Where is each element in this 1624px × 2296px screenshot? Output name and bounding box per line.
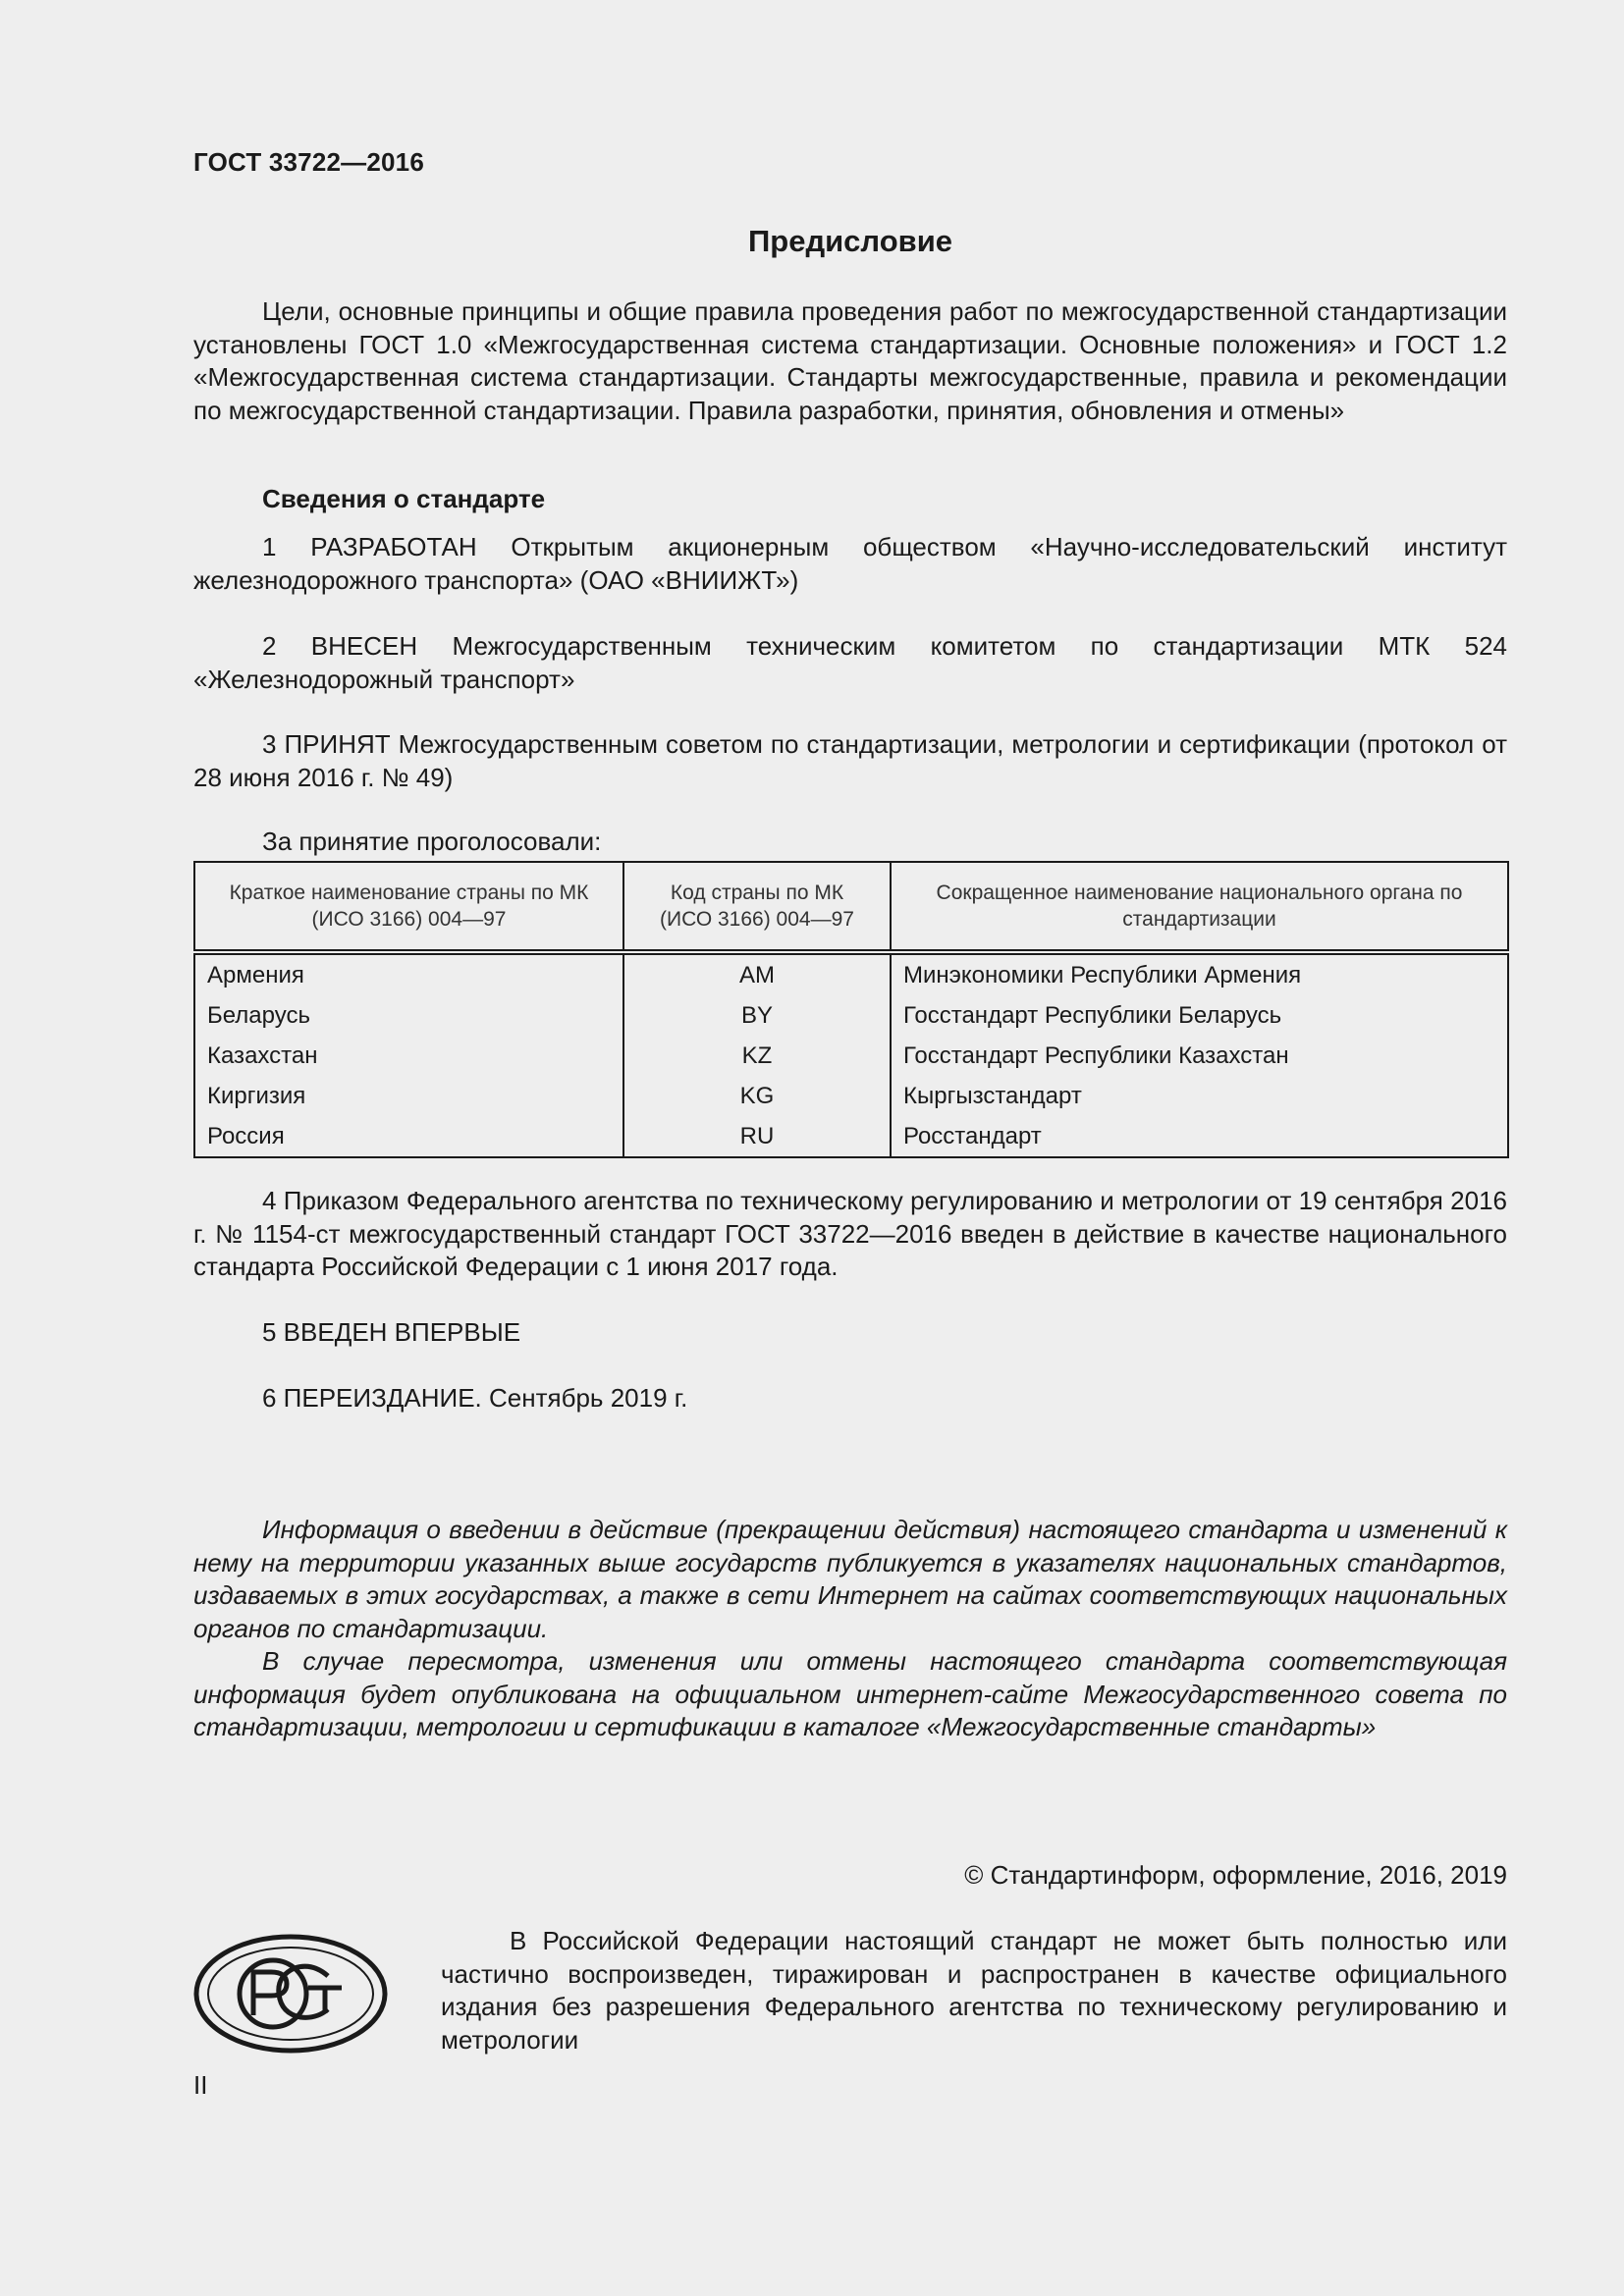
intro-paragraph: Цели, основные принципы и общие правила проведения работ по межгосударственной стандартизации установлены ГОСТ 1.0 «Межгосударственная система стандартизации. Основные положения» и ГОСТ 1.2 «Межгосударственная система стандартизации. Стандарты межгосударственные, правила и рекомендации по межгосударственной стандартизации. Правила разработки, принятия, обновления и отмены» [193,296,1507,425]
cell-code: BY [623,995,891,1036]
reproduction-notice [441,1925,1507,2056]
italic-note-revision: В случае пересмотра, изменения или отмены настоящего стандарта соответствующая информация будет опубликована на официальном интернет-сайте Межгосударственного совета по стандартизации, метрологии и сертификации в каталоге «Межгосударственные стандарты» [193,1646,1507,1741]
cell-code: KG [623,1076,891,1116]
info-heading: Сведения о стандарте [262,484,546,513]
cell-country: Казахстан [194,1036,623,1076]
table-row [194,1076,1508,1116]
voting-table [193,861,1509,1158]
table-row [194,1116,1508,1157]
item-adopted: 3 ПРИНЯТ Межгосударственным советом по стандартизации, метрологии и сертификации (протокол от 28 июня 2016 г. № 49) [193,729,1507,792]
column-header-body: Сокращенное наименование национального органа по стандартизации [891,862,1508,952]
cell-country: Беларусь [194,995,623,1036]
cell-body: Минэкономики Республики Армения [903,961,1302,988]
cell-country: Россия [194,1116,623,1157]
cell-code: AM [623,952,891,995]
table-header-row [194,862,1508,952]
table-row [194,952,1508,995]
column-header-country: Краткое наименование страны по МК (ИСО 3166) 004—97 [194,862,623,952]
document-id-header: ГОСТ 33722—2016 [193,147,424,177]
item-order: 4 Приказом Федерального агентства по техническому регулированию и метрологии от 19 сентября 2016 г. № 1154-ст межгосударственный стандарт ГОСТ 33722—2016 введен в действие в качестве национального стандарта Российской Федерации с 1 июня 2017 года. [193,1186,1507,1281]
cell-body: Госстандарт Республики Казахстан [903,1041,1289,1069]
item-developed: 1 РАЗРАБОТАН Открытым акционерным обществом «Научно-исследовательский институт железнодорожного транспорта» (ОАО «ВНИИЖТ») [193,532,1507,595]
reproduction-notice-text: В Российской Федерации настоящий стандарт не может быть полностью или частично воспроизведен, тиражирован и распространен в качестве официального издания без разрешения Федерального агентства по техническому регулированию и метрологии [441,1926,1507,2055]
table-row [194,995,1508,1036]
cell-country: Киргизия [194,1076,623,1116]
voted-label: За принятие проголосовали: [262,827,602,856]
table-row [194,1036,1508,1076]
item-first-introduction: 5 ВВЕДЕН ВПЕРВЫЕ [262,1317,521,1347]
cell-code: RU [623,1116,891,1157]
item-submitted: 2 ВНЕСЕН Межгосударственным техническим комитетом по стандартизации МТК 524 «Железнодорожный транспорт» [193,631,1507,694]
item-reissue: 6 ПЕРЕИЗДАНИЕ. Сентябрь 2019 г. [262,1383,688,1413]
italic-note-publication: Информация о введении в действие (прекращении действия) настоящего стандарта и изменений к нему на территории указанных выше государств публикуется в указателях национальных стандартов, издаваемых в этих государствах, а также в сети Интернет на сайтах соответствующих национальных органов по стандартизации. [193,1515,1507,1643]
cell-country: Армения [194,952,623,995]
copyright-line: © Стандартинформ, оформление, 2016, 2019 [964,1860,1507,1890]
cell-body: Росстандарт [903,1122,1042,1149]
page-number: II [193,2070,208,2100]
page-title: Предисловие [747,224,952,258]
cell-body: Госстандарт Республики Беларусь [903,1001,1282,1029]
cell-body: Кыргызстандарт [903,1082,1082,1109]
column-header-code: Код страны по МК (ИСО 3166) 004—97 [623,862,891,952]
cell-code: KZ [623,1036,891,1076]
rst-certification-mark-icon [192,1933,389,2055]
